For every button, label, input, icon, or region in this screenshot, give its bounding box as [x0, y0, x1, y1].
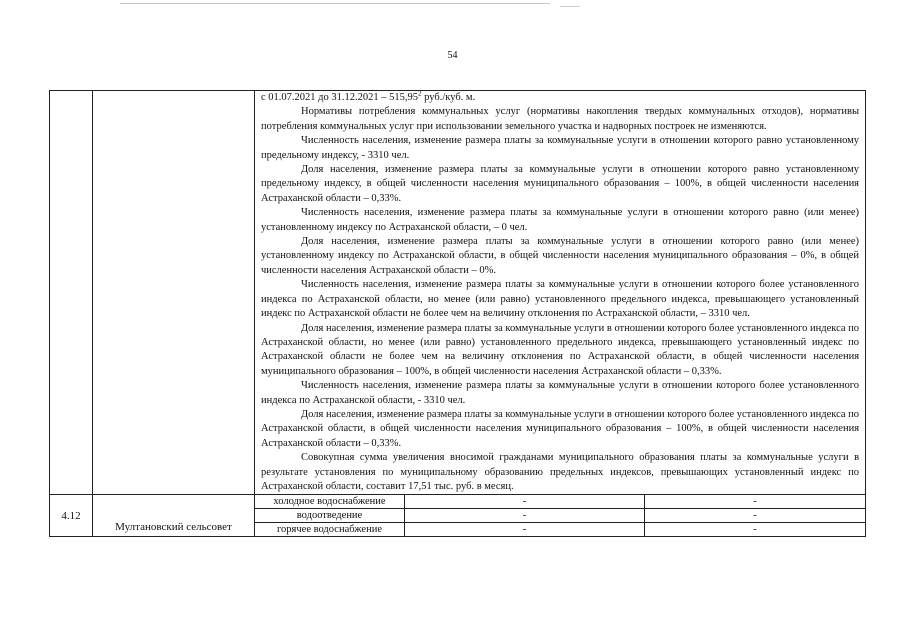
paragraph: Численность населения, изменение размера платы за коммунальные услуги в отношении которого более установленного индекса по Астраханской области, - 3310 чел.	[261, 380, 860, 406]
document-table	[49, 90, 866, 537]
description-cell	[255, 91, 866, 495]
table-row	[50, 91, 866, 495]
service-value: -	[645, 495, 866, 509]
paragraph: Доля населения, изменение размера платы за коммунальные услуги в отношении которого равно (или менее) установленному индексу по Астраханской области, в общей численности населения муниципального образования – 0%, в общей численности населения Астраханской области – 0%.	[261, 236, 860, 276]
paragraph: Численность населения, изменение размера платы за коммунальные услуги в отношении которого более установленного индекса по Астраханской области, но менее (или равно) установленного предельного индекса, превышающего установленный индекс по Астраханской области не более чем на величину отклонения по Астраханской области, – 3310 чел.	[261, 279, 860, 320]
page-number: 54	[447, 50, 458, 61]
municipality-name: Мултановский сельсовет	[93, 495, 255, 537]
service-value: -	[645, 509, 866, 523]
name-cell	[93, 91, 255, 495]
paragraph: Численность населения, изменение размера платы за коммунальные услуги в отношении которого равно (или менее) установленному индексу по Астраханской области, – 0 чел.	[261, 207, 860, 233]
tariff-unit: руб./куб. м.	[421, 92, 476, 103]
row-number: 4.12	[50, 495, 93, 537]
table-row	[50, 495, 866, 509]
service-name: водоотведение	[255, 509, 405, 523]
number-cell	[50, 91, 93, 495]
paragraph: Нормативы потребления коммунальных услуг (нормативы накопления твердых коммунальных отходов), нормативы потребления коммунальных услуг при использовании земельного участка и надворных построек не изменяются.	[261, 106, 860, 132]
scan-artifact-line	[560, 6, 580, 7]
scan-artifact-line	[120, 3, 550, 4]
paragraph: Совокупная сумма увеличения вносимой гражданами муниципального образования платы за коммунальные услуги в результате установления по муниципальному образованию предельных индексов, превышающих установленный индекс по Астраханской области, составит 17,51 тыс. руб. в месяц.	[261, 452, 860, 492]
paragraph: Доля населения, изменение размера платы за коммунальные услуги в отношении которого более установленного индекса по Астраханской области, но менее (или равно) установленного предельного индекса, превышающего установленный индекс по Астраханской области не более чем на величину отклонения по Астраханской области, в общей численности населения муниципального образования – 100%, в общей численности населения Астраханской области – 0,33%.	[261, 322, 860, 377]
footnote-marker: 2	[418, 89, 422, 98]
service-value: -	[645, 523, 866, 537]
service-name: горячее водоснабжение	[255, 523, 405, 537]
tariff-line	[261, 91, 859, 105]
tariff-value: с 01.07.2021 до 31.12.2021 – 515,95	[261, 92, 419, 103]
paragraph: Доля населения, изменение размера платы за коммунальные услуги в отношении которого равно установленному предельному индексу, в общей численности населения муниципального образования – 100%, в общей численности населения Астраханской области – 0,33%.	[261, 164, 860, 204]
service-value: -	[405, 523, 645, 537]
paragraph: Доля населения, изменение размера платы за коммунальные услуги в отношении которого более установленного индекса по Астраханской области, в общей численности населения муниципального образования – 100%, в общей численности населения Астраханской области – 0,33%.	[261, 408, 860, 449]
service-value: -	[405, 509, 645, 523]
service-value: -	[405, 495, 645, 509]
paragraph: Численность населения, изменение размера платы за коммунальные услуги в отношении которого равно установленному предельному индексу, - 3310 чел.	[261, 135, 860, 161]
service-name: холодное водоснабжение	[255, 495, 405, 509]
